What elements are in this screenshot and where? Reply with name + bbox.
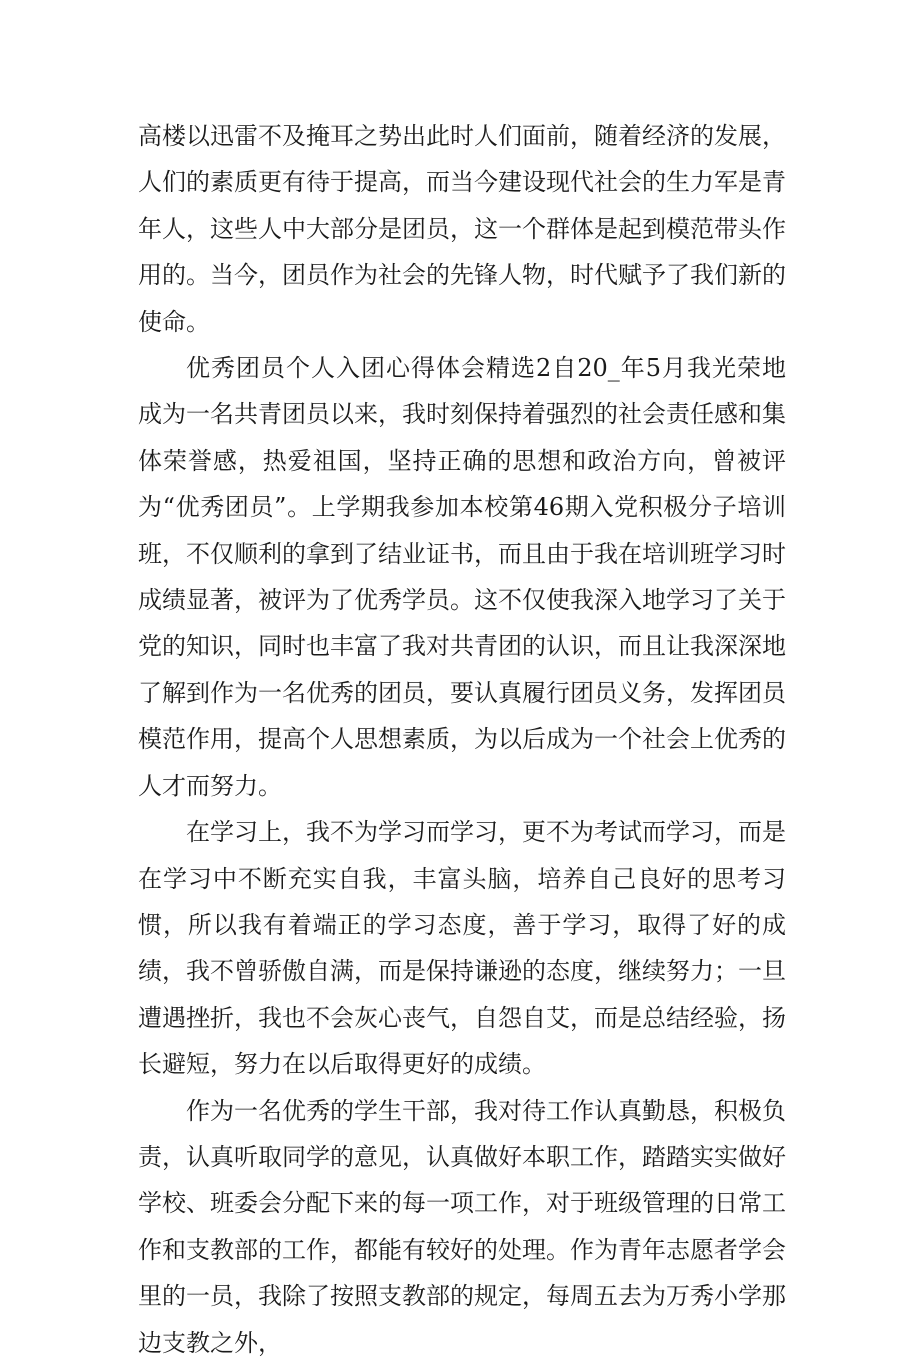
paragraph-3: 在学习上，我不为学习而学习，更不为考试而学习，而是在学习中不断充实自我，丰富头脑，培养自己良好的思考习惯，所以我有着端正的学习态度，善于学习，取得了好的成绩，我不曾骄傲自满，而是保持谦逊的态度，继续努力；一旦遭遇挫折，我也不会灰心丧气，自怨自艾，而是总结经验，扬长避短，努力在以后取得更好的成绩。 <box>138 818 786 1079</box>
paragraph-4: 作为一名优秀的学生干部，我对待工作认真勤恳，积极负责，认真听取同学的意见，认真做好本职工作，踏踏实实做好学校、班委会分配下来的每一项工作，对于班级管理的日常工作和支教部的工作，都能有较好的处理。作为青年志愿者学会里的一员，我除了按照支教部的规定，每周五去为万秀小学那边支教之外， <box>138 1096 786 1357</box>
paragraph-1: 高楼以迅雷不及掩耳之势出此时人们面前，随着经济的发展，人们的素质更有待于提高，而当今建设现代社会的生力军是青年人，这些人中大部分是团员，这一个群体是起到模范带头作用的。当今，团员作为社会的先锋人物，时代赋予了我们新的使命。 <box>138 122 786 336</box>
paragraph-2: 优秀团员个人入团心得体会精选2自20_年5月我光荣地成为一名共青团员以来，我时刻保持着强烈的社会责任感和集体荣誉感，热爱祖国，坚持正确的思想和政治方向，曾被评为“优秀团员”。上学期我参加本校第46期入党积极分子培训班，不仅顺利的拿到了结业证书，而且由于我在培训班学习时成绩显著，被评为了优秀学员。这不仅使我深入地学习了关于党的知识，同时也丰富了我对共青团的认识，而且让我深深地了解到作为一名优秀的团员，要认真履行团员义务，发挥团员模范作用，提高个人思想素质，为以后成为一个社会上优秀的人才而努力。 <box>138 354 786 800</box>
document-body <box>138 113 786 1366</box>
